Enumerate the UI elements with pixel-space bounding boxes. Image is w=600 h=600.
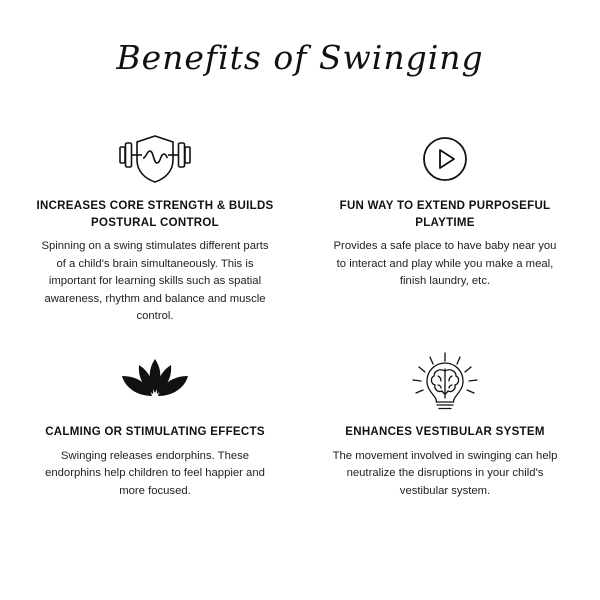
benefit-heading: INCREASES CORE STRENGTH & BUILDS POSTURAL CONTROL [36, 200, 274, 229]
benefit-item-core-strength [0, 130, 300, 326]
benefit-heading: ENHANCES VESTIBULAR SYSTEM [345, 425, 545, 438]
benefit-body: The movement involved in swinging can help neutralize the disruptions in your child's vestibular system. [332, 449, 558, 497]
dumbbell-shield-icon [118, 130, 192, 188]
benefit-item-playtime [300, 130, 600, 326]
page-title: Benefits of Swinging [116, 38, 484, 77]
benefit-item-vestibular [300, 352, 600, 500]
benefit-body: Provides a safe place to have baby near you to interact and play while you make a meal, finish laundry, etc. [333, 240, 557, 288]
benefit-heading: FUN WAY TO EXTEND PURPOSEFUL PLAYTIME [339, 200, 551, 229]
benefits-grid [0, 130, 600, 500]
brain-lightbulb-icon [408, 352, 482, 414]
lotus-flower-icon [110, 352, 200, 414]
benefit-body: Swinging releases endorphins. These endorphins help children to feel happier and more focused. [45, 449, 265, 497]
benefit-heading: CALMING OR STIMULATING EFFECTS [45, 425, 265, 438]
benefit-item-calming [0, 352, 300, 500]
benefit-body: Spinning on a swing stimulates different parts of a child's brain simultaneously. This is important for learning skills such as spatial awareness, rhythm and balance and muscle control. [41, 240, 269, 323]
play-button-icon [420, 130, 470, 188]
